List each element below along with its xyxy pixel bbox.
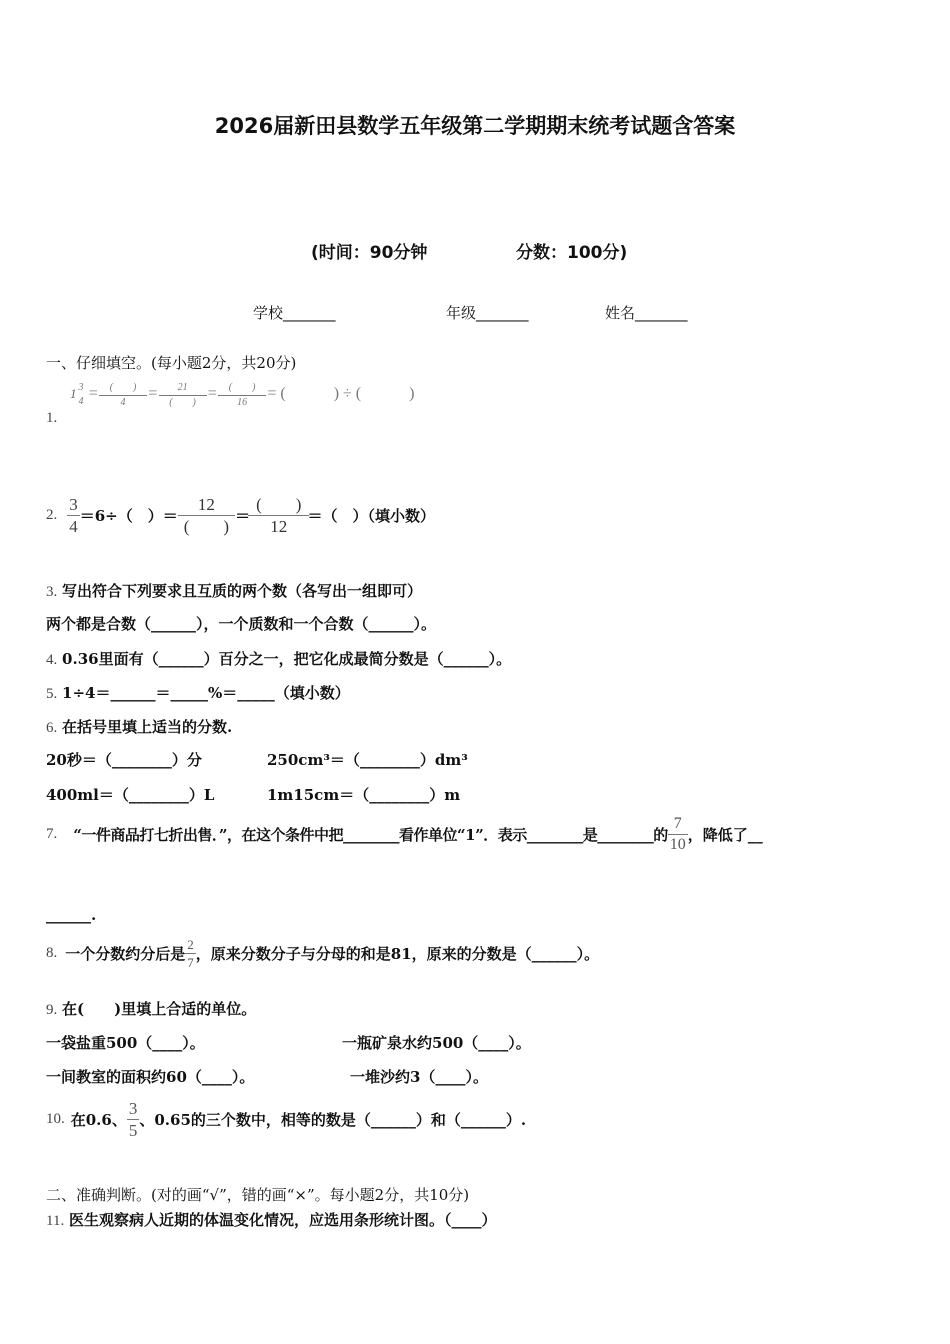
q6-item-4: 1m15cm＝（________）m [267, 786, 461, 804]
q6-item-3: 400ml＝（________）L [46, 786, 215, 804]
q4-line [46, 648, 511, 669]
q4-number: 4. [46, 652, 58, 668]
name-label: 姓名 [605, 304, 636, 322]
q5-line [46, 682, 350, 703]
grade-label: 年级 [446, 304, 477, 322]
q6-item-2: 250cm³＝（________）dm³ [267, 751, 468, 769]
q11-line [46, 1209, 497, 1230]
q7-line [46, 816, 763, 853]
q2-number: 2. [46, 507, 58, 523]
q10-number: 10. [46, 1111, 65, 1127]
q9-number: 9. [46, 1002, 58, 1018]
q2-part1: ＝6÷（ ）＝ [79, 507, 178, 525]
q1-fraction-3: $\frac{21}{( )}$ [161, 383, 205, 408]
q1-fraction-2: $\frac{( )}{4}$ [101, 383, 145, 408]
q9-item-3: 一间教室的面积约60（____）。 [46, 1068, 255, 1086]
q1-fraction-4: $\frac{( )}{16}$ [220, 383, 264, 408]
q9-item-2: 一瓶矿泉水约500（____）。 [342, 1034, 531, 1052]
q1-fraction-mixed: 3 4 [78, 382, 84, 408]
school-label: 学校 [253, 304, 284, 322]
q1-equation-image: 1 3 4 = $\frac{( )}{4}$ = $\frac{21}{( )}$ = $\frac{( )}{16}$ = ( ) ÷ ( ) [70, 381, 415, 408]
q8-number: 8. [46, 945, 58, 961]
school-field[interactable] [253, 302, 336, 323]
q2-eq: ＝ [235, 507, 251, 525]
q4-text: 0.36里面有（______）百分之一，把它化成最简分数是（______）。 [62, 650, 512, 668]
name-blank: _______ [635, 304, 688, 322]
q2-part2: ＝（ ）（填小数） [307, 507, 435, 525]
q8-line [46, 938, 599, 969]
q7-line2: ______. [46, 906, 97, 924]
section1-heading: 一、仔细填空。(每小题2分，共20分) [46, 354, 297, 372]
q3-line2: 两个都是合数（______），一个质数和一个合数（______）。 [46, 615, 437, 633]
q5-text: 1÷4＝______＝_____%＝_____（填小数） [62, 684, 350, 702]
q6-line [46, 716, 232, 737]
name-field[interactable] [605, 302, 688, 323]
q3-text: 写出符合下列要求且互质的两个数（各写出一组即可） [62, 582, 423, 600]
q8-text-b: ，原来分数分子与分母的和是81，原来的分数是（______）。 [195, 945, 600, 963]
q9-item-4: 一堆沙约3（____）。 [350, 1068, 488, 1086]
q7-number: 7. [46, 826, 58, 842]
q9-line [46, 998, 256, 1019]
q9-item-1: 一袋盐重500（____）。 [46, 1034, 205, 1052]
q3-line [46, 580, 422, 601]
q6-number: 6. [46, 720, 58, 736]
q2-fraction-3-4: $\frac{3}{4}$ [69, 495, 78, 536]
q2-line [46, 496, 435, 535]
grade-field[interactable] [446, 302, 529, 323]
score-label: 分数：100分) [516, 243, 628, 263]
section2-heading: 二、准确判断。(对的画“√”，错的画“×”。每小题2分，共10分) [46, 1186, 470, 1204]
q11-number: 11. [46, 1213, 65, 1229]
school-blank: _______ [283, 304, 336, 322]
q11-text: 医生观察病人近期的体温变化情况，应选用条形统计图。（____） [68, 1211, 497, 1229]
q10-line [46, 1100, 526, 1139]
grade-blank: _______ [476, 304, 529, 322]
q2-fraction-12: $\frac{12}{( )}$ [178, 496, 235, 535]
exam-title: 2026届新田县数学五年级第二学期期末统考试题含答案 [214, 114, 736, 138]
q8-text-a: 一个分数约分后是 [65, 945, 186, 963]
q7-tail: ，降低了__ [687, 826, 763, 844]
q9-text: 在( )里填上合适的单位。 [62, 1000, 257, 1018]
q8-fraction-2-7: $\frac{2}{7}$ [187, 937, 194, 970]
q10-text-a: 在0.6、 [70, 1111, 127, 1129]
time-label: (时间：90分钟 [311, 243, 428, 263]
q10-text-b: 、0.65的三个数中，相等的数是（______）和（______）. [139, 1111, 527, 1129]
q3-number: 3. [46, 584, 58, 600]
q1-number: 1. [46, 410, 58, 426]
q2-fraction-over-12: $\frac{( )}{12}$ [250, 496, 307, 535]
q1-tail: = ( ) ÷ ( ) [267, 385, 415, 402]
q7-fraction-7-10: $\frac{7}{10}$ [669, 815, 686, 853]
q10-fraction-3-5: $\frac{3}{5}$ [128, 1099, 138, 1140]
q6-text: 在括号里填上适当的分数. [62, 718, 233, 736]
q7-text: “一件商品打七折出售．”，在这个条件中把________看作单位“1”．表示________是________的 [73, 826, 668, 844]
q6-item-1: 20秒＝（________）分 [46, 751, 202, 769]
q1-whole: 1 [70, 386, 77, 401]
q5-number: 5. [46, 686, 58, 702]
